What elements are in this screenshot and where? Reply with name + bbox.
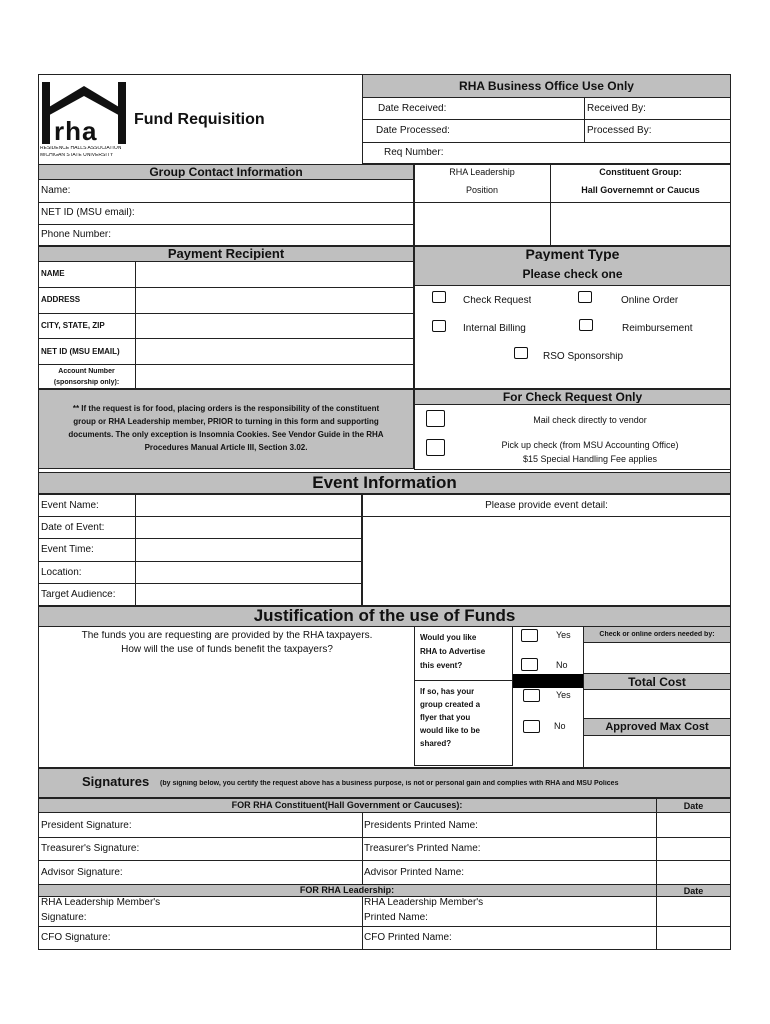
cfo-date-input[interactable] [657,927,730,949]
advertise-yes-label: Yes [556,631,571,640]
signatures-title: Signatures [82,775,150,788]
event-detail-input[interactable] [363,517,730,605]
office-use-title: RHA Business Office Use Only [459,80,634,92]
recipient-city-label: CITY, STATE, ZIP [41,322,105,330]
president-name-label: Presidents Printed Name: [364,821,478,831]
leader-name-label-1: RHA Leadership Member's [364,898,484,908]
contact-netid-field[interactable]: NET ID (MSU email): [41,208,135,218]
payment-type-title: Payment Type [525,247,620,261]
treasurer-name-label: Treasurer's Printed Name: [364,844,481,854]
leadership-position-label-1: RHA Leadership [449,168,515,177]
online-order-label: Online Order [621,296,679,306]
rso-sponsorship-label: RSO Sponsorship [543,352,624,362]
leader-signature-label-2: Signature: [41,913,87,923]
pickup-check-checkbox[interactable] [426,439,445,456]
advertise-question-2: RHA to Advertise [420,648,486,656]
recipient-netid-input[interactable] [136,339,413,363]
constituent-group-input[interactable] [551,203,730,245]
payment-recipient-title: Payment Recipient [167,247,285,260]
check-request-only-title: For Check Request Only [502,391,643,403]
mail-check-label: Mail check directly to vendor [533,416,647,425]
leadership-date-header: Date [683,887,704,896]
reimbursement-checkbox[interactable] [579,319,593,331]
logo-subtitle-1: RESIDENCE HALLS ASSOCIATION [40,146,122,151]
leader-name-label-2: Printed Name: [364,913,428,923]
justification-input[interactable] [40,660,410,765]
recipient-city-input[interactable] [136,314,413,337]
form-title: Fund Requisition [134,112,265,128]
recipient-account-input[interactable] [136,365,413,388]
justification-prompt-2: How will the use of funds benefit the taxpayers? [121,645,333,655]
flyer-question-5: shared? [420,740,452,748]
flyer-question-1: If so, has your [420,688,475,696]
approved-max-label: Approved Max Cost [605,722,709,733]
rso-sponsorship-checkbox[interactable] [514,347,528,359]
received-by-label: Received By: [587,104,646,114]
flyer-question-4: would like to be [420,727,481,735]
group-contact-title: Group Contact Information [149,166,303,178]
food-note-box [38,389,414,469]
event-time-label: Event Time: [41,545,94,555]
needed-by-input[interactable] [583,642,731,674]
leadership-position-input[interactable] [415,203,549,245]
advertise-no-checkbox[interactable] [521,658,538,671]
recipient-name-label: NAME [41,270,65,278]
processed-by-label: Processed By: [587,126,652,136]
date-processed-label: Date Processed: [376,126,450,136]
logo-text: rha [54,118,98,144]
event-location-input[interactable] [136,562,361,582]
leader-signature-label-1: RHA Leadership Member's [41,898,161,908]
treasurer-date-input[interactable] [657,838,730,859]
event-date-input[interactable] [136,517,361,537]
internal-billing-label: Internal Billing [463,324,526,334]
payment-type-options [414,285,731,389]
advisor-signature-label: Advisor Signature: [41,868,123,878]
recipient-address-label: ADDRESS [41,296,81,304]
advertise-question-1: Would you like [420,634,477,642]
event-name-input[interactable] [136,495,361,515]
advisor-name-label: Advisor Printed Name: [364,868,465,878]
check-request-label: Check Request [463,296,532,306]
mail-check-checkbox[interactable] [426,410,445,427]
event-audience-label: Target Audience: [41,590,116,600]
internal-billing-checkbox[interactable] [432,320,446,332]
leadership-header: FOR RHA Leadership: [299,886,395,895]
recipient-netid-label: NET ID (MSU EMAIL) [41,348,120,356]
recipient-account-label-1: Account Number [58,368,115,375]
needed-by-label: Check or online orders needed by: [599,631,715,638]
req-number-label: Req Number: [384,148,444,158]
contact-name-field[interactable]: Name: [41,186,71,196]
recipient-name-input[interactable] [136,262,413,286]
president-date-input[interactable] [657,814,730,836]
flyer-yes-checkbox[interactable] [523,689,540,702]
approved-max-input[interactable] [583,735,731,768]
advertise-question-3: this event? [420,662,463,670]
flyer-yes-label: Yes [556,691,571,700]
signatures-note: (by signing below, you certify the request above has a business purpose, is not or personal gain and complies with RHA and MSU Polices [160,780,619,787]
constituent-group-label-2: Hall Governemnt or Caucus [581,186,700,195]
flyer-no-checkbox[interactable] [523,720,540,733]
total-cost-label: Total Cost [628,676,686,688]
food-note-line-4: Procedures Manual Article III, Section 3.02. [144,444,308,452]
payment-type-subtitle: Please check one [522,268,623,280]
event-name-label: Event Name: [41,501,99,511]
constituent-group-label-1: Constituent Group: [599,168,682,177]
logo-subtitle-2: MICHIGAN STATE UNIVERSITY [40,153,114,158]
food-note-line-1: ** If the request is for food, placing orders is the responsibility of the constituent [72,405,380,413]
leadership-position-label-2: Position [465,186,499,195]
treasurer-signature-label: Treasurer's Signature: [41,844,140,854]
justification-title: Justification of the use of Funds [253,607,516,624]
event-location-label: Location: [41,568,82,578]
black-bar [513,674,583,688]
flyer-question-3: flyer that you [420,714,471,722]
date-received-label: Date Received: [378,104,447,114]
event-audience-input[interactable] [136,584,361,605]
total-cost-input[interactable] [583,689,731,719]
recipient-address-input[interactable] [136,288,413,312]
contact-phone-field[interactable]: Phone Number: [41,230,112,240]
advisor-date-input[interactable] [657,861,730,883]
online-order-checkbox[interactable] [578,291,592,303]
food-note-line-3: documents. The only exception is Insomnia Cookies. See Vendor Guide in the RHA [68,431,384,439]
advertise-no-label: No [556,661,568,670]
president-signature-label: President Signature: [41,821,132,831]
reimbursement-label: Reimbursement [622,324,693,334]
constituent-date-header: Date [683,802,704,811]
recipient-account-label-2: (sponsorship only): [53,379,120,386]
food-note-line-2: group or RHA Leadership member, PRIOR to turning in this form and supporting [73,418,379,426]
event-date-label: Date of Event: [41,523,105,533]
event-time-input[interactable] [136,539,361,560]
rha-logo [40,80,128,162]
justification-prompt-1: The funds you are requesting are provided by the RHA taxpayers. [81,631,373,641]
flyer-no-label: No [554,722,566,731]
check-request-checkbox[interactable] [432,291,446,303]
flyer-question-2: group created a [420,701,481,709]
event-info-title: Event Information [312,474,457,491]
event-detail-label: Please provide event detail: [485,501,608,511]
constituent-header: FOR RHA Constituent(Hall Government or Caucuses): [231,801,463,810]
cfo-signature-label: CFO Signature: [41,933,111,943]
advertise-yes-checkbox[interactable] [521,629,538,642]
cfo-name-label: CFO Printed Name: [364,933,452,943]
pickup-check-label-2: $15 Special Handling Fee applies [522,455,658,464]
leader-date-input[interactable] [657,898,730,925]
pickup-check-label-1: Pick up check (from MSU Accounting Office) [501,441,679,450]
